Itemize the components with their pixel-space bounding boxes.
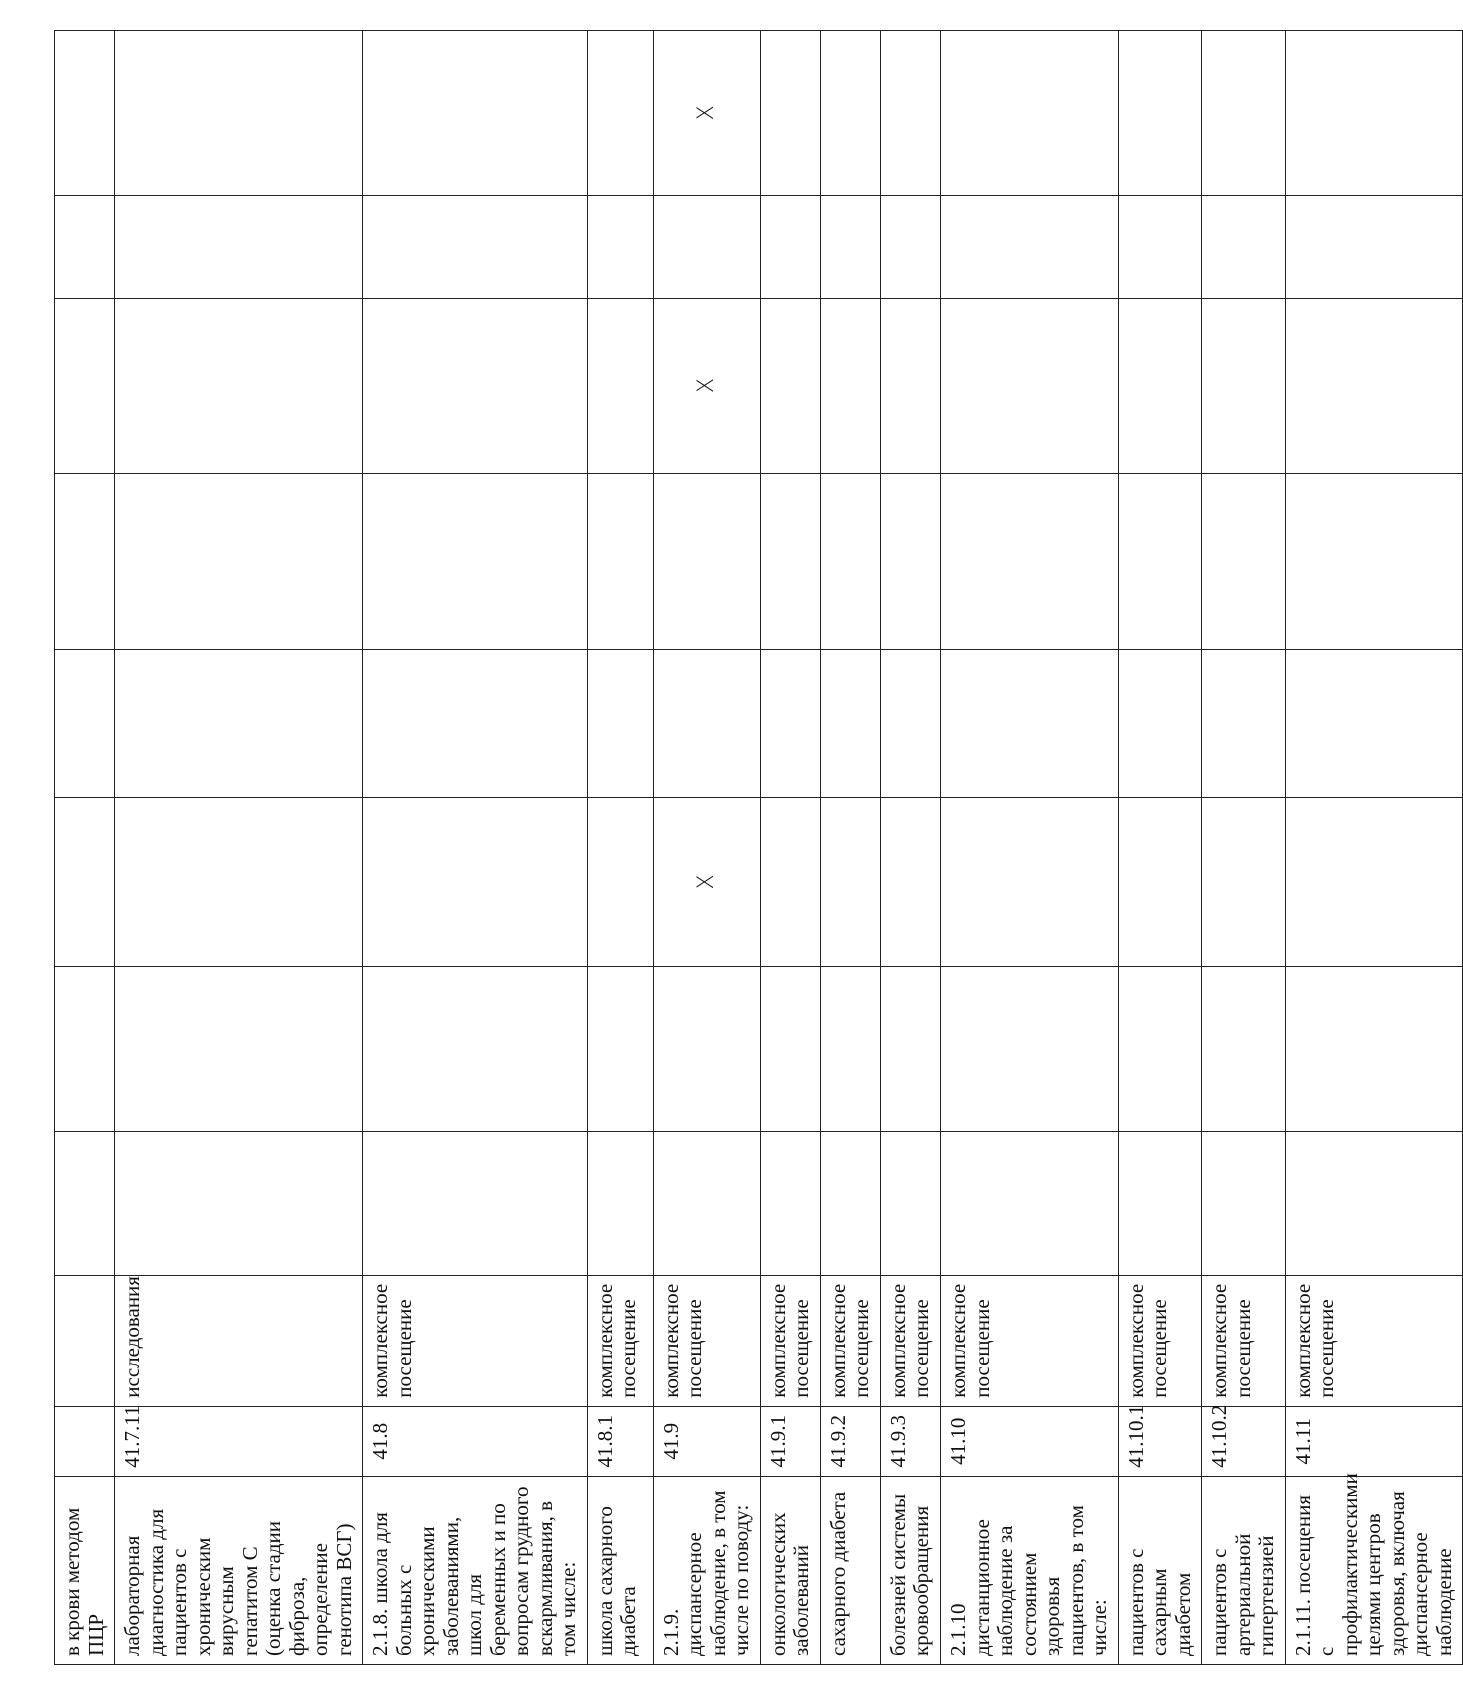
value-cell [760,195,820,298]
value-cell [1118,473,1202,650]
value-cell [1285,967,1463,1132]
value-cell [587,650,653,797]
row-name-cell: 2.1.9. диспансерное наблюдение, в том числе по поводу: [653,1476,760,1664]
row-name-cell: пациентов с артериальной гипертензией [1202,1476,1286,1664]
value-cell [115,967,363,1132]
value-cell [880,31,940,196]
value-cell [880,1132,940,1276]
value-cell [653,650,760,797]
value-cell [760,650,820,797]
value-cell [760,31,820,196]
value-cell [1202,31,1286,196]
value-cell [1285,195,1463,298]
value-cell [760,1132,820,1276]
row-code-cell: 41.9.1 [760,1406,820,1476]
table-row [820,31,880,1665]
value-cell [1118,967,1202,1132]
value-cell [587,298,653,473]
value-cell [1202,473,1286,650]
row-name-cell: школа сахарного диабета [587,1476,653,1664]
value-cell [115,195,363,298]
row-code-cell: 41.11 [1285,1406,1463,1476]
value-cell [1202,797,1286,967]
row-name-cell: в крови методом ПЦР [55,1476,115,1664]
value-cell [940,797,1118,967]
value-cell [55,650,115,797]
value-cell [1202,1132,1286,1276]
table-body [55,31,1463,1665]
value-cell [760,967,820,1132]
value-cell [1202,298,1286,473]
value-cell [587,1132,653,1276]
value-cell [1202,967,1286,1132]
value-cell [940,298,1118,473]
value-cell [587,797,653,967]
value-cell [760,298,820,473]
value-cell [55,473,115,650]
value-cell [1285,473,1463,650]
value-cell [363,1132,588,1276]
row-name-cell: онкологических заболеваний [760,1476,820,1664]
value-cell [653,1132,760,1276]
value-cell [760,797,820,967]
value-cell [587,195,653,298]
value-cell [115,1132,363,1276]
row-unit-cell: комплексное посещение [363,1276,588,1407]
value-cell [115,31,363,196]
value-cell [940,195,1118,298]
value-cell [115,298,363,473]
table-row [587,31,653,1665]
row-unit-cell: комплексное посещение [587,1276,653,1407]
row-unit-cell: исследования [115,1276,363,1407]
value-cell [940,650,1118,797]
row-unit-cell: комплексное посещение [1118,1276,1202,1407]
value-cell [55,1132,115,1276]
value-cell [363,967,588,1132]
value-cell [820,473,880,650]
value-cell [55,31,115,196]
row-name-cell: пациентов с сахарным диабетом [1118,1476,1202,1664]
table-row [940,31,1118,1665]
table-row [363,31,588,1665]
row-unit-cell: комплексное посещение [760,1276,820,1407]
value-cell [820,1132,880,1276]
value-cell [1202,195,1286,298]
table-row [55,31,115,1665]
value-cell [587,473,653,650]
value-cell [1118,1132,1202,1276]
value-cell [1118,298,1202,473]
table-row [1202,31,1286,1665]
value-cell [115,473,363,650]
value-cell [760,473,820,650]
value-cell: X [653,797,760,967]
row-code-cell: 41.10.2 [1202,1406,1286,1476]
value-cell [1285,650,1463,797]
table-row [760,31,820,1665]
row-name-cell: 2.1.11. посещения с профилактическими целями центров здоровья, включая диспансерное наблюдение [1285,1476,1463,1664]
value-cell: X [653,298,760,473]
row-unit-cell: комплексное посещение [1285,1276,1463,1407]
value-cell [880,650,940,797]
value-cell [363,650,588,797]
value-cell: X [653,31,760,196]
value-cell [115,650,363,797]
row-unit-cell: комплексное посещение [940,1276,1118,1407]
value-cell [880,473,940,650]
value-cell [880,967,940,1132]
value-cell [55,195,115,298]
value-cell [363,797,588,967]
row-code-cell: 41.7.11 [115,1406,363,1476]
value-cell [820,195,880,298]
value-cell [363,31,588,196]
value-cell [940,31,1118,196]
value-cell [1118,650,1202,797]
row-code-cell: 41.10.1 [1118,1406,1202,1476]
value-cell [940,473,1118,650]
row-code-cell: 41.8.1 [587,1406,653,1476]
value-cell [820,650,880,797]
row-unit-cell: комплексное посещение [653,1276,760,1407]
row-code-cell [55,1406,115,1476]
services-table [54,30,1463,1665]
value-cell [363,473,588,650]
table-row [115,31,363,1665]
value-cell [55,967,115,1132]
row-code-cell: 41.8 [363,1406,588,1476]
value-cell [820,298,880,473]
value-cell [1285,797,1463,967]
row-code-cell: 41.9 [653,1406,760,1476]
value-cell [820,31,880,196]
value-cell [653,195,760,298]
value-cell [940,1132,1118,1276]
value-cell [1202,650,1286,797]
row-unit-cell: комплексное посещение [880,1276,940,1407]
value-cell [587,967,653,1132]
value-cell [820,967,880,1132]
value-cell [1118,797,1202,967]
table-row [880,31,940,1665]
row-code-cell: 41.10 [940,1406,1118,1476]
value-cell [363,298,588,473]
value-cell [1118,31,1202,196]
value-cell [1118,195,1202,298]
value-cell [880,298,940,473]
table-row [1285,31,1463,1665]
value-cell [587,31,653,196]
value-cell [880,195,940,298]
row-unit-cell: комплексное посещение [820,1276,880,1407]
table-row [653,31,760,1665]
row-name-cell: 2.1.10 дистанционное наблюдение за состоянием здоровья пациентов, в том числе: [940,1476,1118,1664]
value-cell [1285,298,1463,473]
value-cell [880,797,940,967]
value-cell [55,298,115,473]
row-name-cell: болезней системы кровообращения [880,1476,940,1664]
value-cell [363,195,588,298]
row-name-cell: лабораторная диагностика для пациентов с хроническим вирусным гепатитом С (оценка стадии фиброза, определение генотипа ВСГ) [115,1476,363,1664]
row-code-cell: 41.9.3 [880,1406,940,1476]
row-code-cell: 41.9.2 [820,1406,880,1476]
value-cell [653,967,760,1132]
row-unit-cell: комплексное посещение [1202,1276,1286,1407]
table-row [1118,31,1202,1665]
value-cell [115,797,363,967]
value-cell [653,473,760,650]
row-name-cell: 2.1.8. школа для больных с хроническими заболеваниями, школ для беременных и по вопросам грудного вскармливания, в том числе: [363,1476,588,1664]
value-cell [55,797,115,967]
row-unit-cell [55,1276,115,1407]
rotated-table-container [54,30,1456,1665]
row-name-cell: сахарного диабета [820,1476,880,1664]
value-cell [1285,31,1463,196]
value-cell [820,797,880,967]
value-cell [940,967,1118,1132]
value-cell [1285,1132,1463,1276]
